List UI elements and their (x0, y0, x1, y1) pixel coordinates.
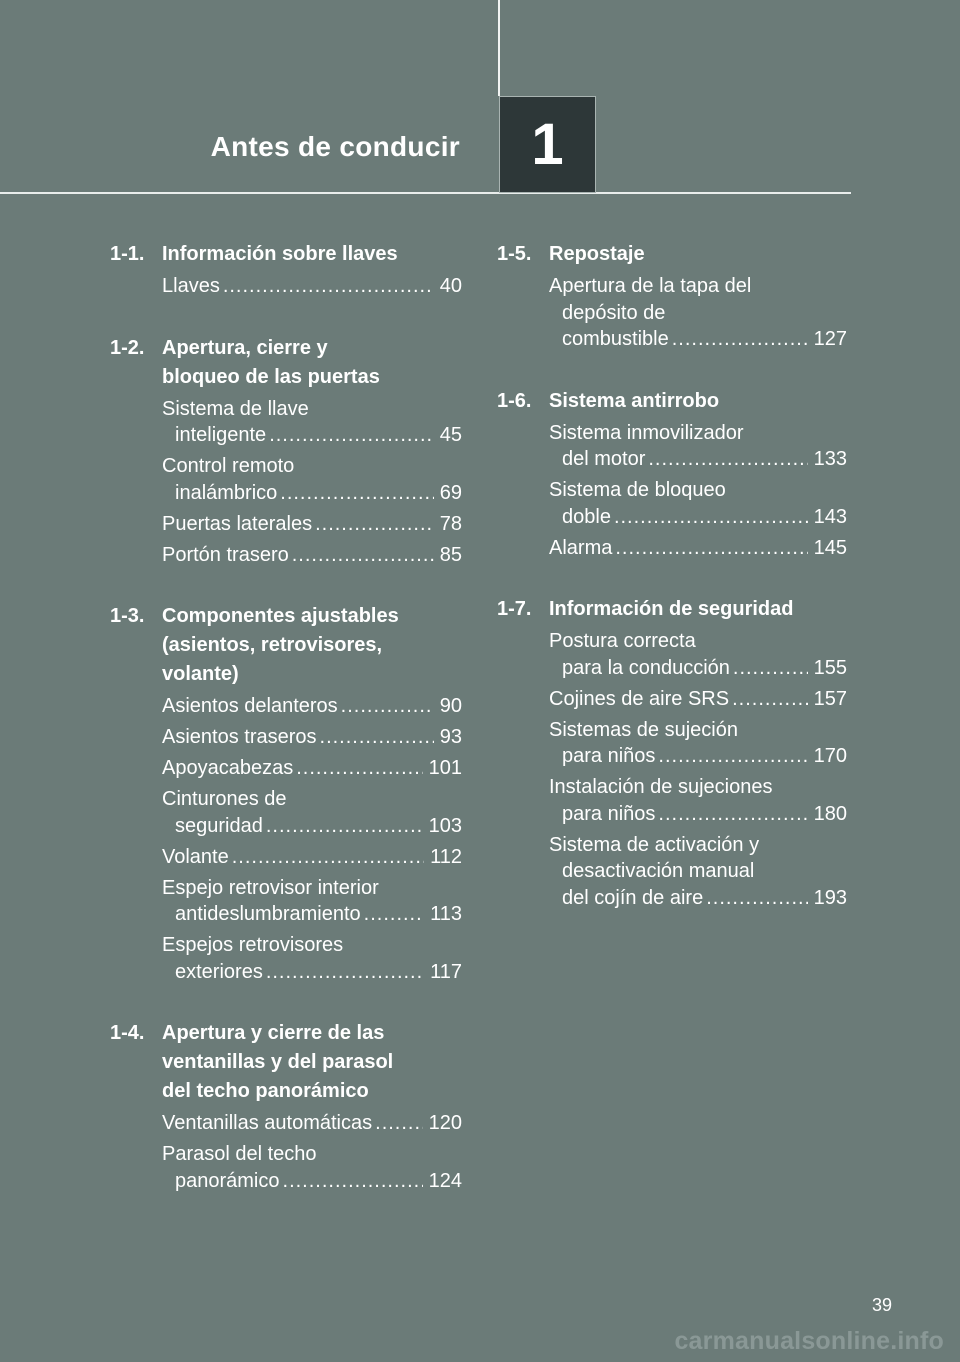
dot-leader (232, 844, 424, 871)
entry-line (549, 774, 847, 801)
entry-line (549, 420, 847, 447)
entry-line (162, 844, 462, 871)
entry-line (162, 755, 462, 782)
entry-list (497, 628, 847, 911)
entry-text: Sistemas de sujeción (549, 718, 738, 741)
entry-text: desactivación manual (562, 860, 755, 882)
toc-entry-link[interactable] (162, 1141, 462, 1194)
toc-entry-link[interactable] (549, 535, 847, 562)
section-title-line: Sistema antirrobo (549, 389, 720, 412)
entry-page-number: 69 (439, 481, 462, 504)
header-vertical-rule (498, 0, 500, 96)
section-title-line: bloqueo de las puertas (162, 365, 380, 388)
dot-leader (266, 813, 423, 840)
entry-text: Asientos delanteros (162, 695, 338, 717)
toc-entry-link[interactable] (162, 875, 462, 928)
entry-line (549, 885, 847, 912)
entry-line (162, 480, 462, 507)
entry-text: depósito de (562, 301, 666, 324)
section-title-line: Información sobre llaves (162, 243, 398, 265)
dot-leader (375, 1110, 422, 1137)
entry-line (162, 932, 462, 959)
entry-text: Sistema inmovilizador (549, 421, 744, 444)
toc-entry-link[interactable] (549, 832, 847, 912)
dot-leader (280, 480, 433, 507)
section-heading (497, 387, 847, 416)
entry-text: Apertura de la tapa del (549, 275, 752, 297)
dot-leader (732, 686, 808, 713)
entry-list (110, 273, 462, 300)
entry-page-number: 101 (428, 757, 462, 779)
entry-page-number: 78 (439, 512, 462, 535)
entry-page-number: 112 (430, 845, 462, 868)
entry-page-number: 103 (428, 814, 462, 837)
entry-page-number: 157 (813, 687, 847, 710)
dot-leader (706, 885, 807, 912)
dot-leader (266, 959, 424, 986)
entry-text: Postura correcta (549, 630, 696, 652)
entry-page-number: 45 (439, 424, 462, 446)
toc-section (110, 240, 462, 300)
entry-text: exteriores (175, 960, 263, 983)
entry-text: seguridad (175, 814, 263, 837)
entry-line (162, 542, 462, 569)
dot-leader (296, 755, 422, 782)
toc-entry-link[interactable] (162, 453, 462, 506)
section-title-line: ventanillas y del parasol (162, 1051, 394, 1073)
toc-entry-link[interactable] (162, 542, 462, 569)
section-heading (110, 1019, 462, 1106)
entry-text: inalámbrico (175, 481, 278, 504)
dot-leader (292, 542, 434, 569)
section-number: 1-2. (110, 336, 145, 359)
entry-line (162, 1141, 462, 1168)
toc-section (110, 1019, 462, 1194)
section-title-line: Apertura, cierre y (162, 336, 328, 359)
entry-text: Espejo retrovisor interior (162, 876, 379, 899)
entry-line (549, 326, 847, 353)
entry-line (162, 396, 462, 423)
section-title-line: volante) (162, 663, 239, 685)
entry-line (549, 858, 847, 885)
section-number: 1-1. (110, 243, 145, 265)
entry-line (549, 832, 847, 859)
entry-line (162, 1168, 462, 1195)
section-title (162, 240, 462, 269)
entry-line (162, 813, 462, 840)
dot-leader (223, 273, 434, 300)
section-title-line: del techo panorámico (162, 1080, 369, 1102)
toc-entry-link[interactable] (162, 786, 462, 839)
toc-section (110, 334, 462, 569)
section-heading (110, 240, 462, 269)
entry-list (110, 693, 462, 985)
toc-column-left (110, 240, 462, 1228)
entry-line (162, 273, 462, 300)
section-heading (497, 595, 847, 624)
toc-entry-link[interactable] (162, 755, 462, 782)
entry-line (162, 875, 462, 902)
chapter-number-badge (499, 96, 596, 193)
entry-line (549, 801, 847, 828)
entry-text: para la conducción (562, 656, 730, 679)
toc-entry-link[interactable] (162, 724, 462, 751)
entry-page-number: 40 (439, 275, 462, 297)
entry-page-number: 155 (813, 656, 847, 679)
entry-page-number: 113 (430, 903, 462, 925)
entry-text: Llaves (162, 275, 220, 297)
entry-page-number: 90 (439, 695, 462, 717)
entry-page-number: 85 (439, 543, 462, 566)
entry-text: doble (562, 505, 611, 528)
entry-list (110, 1110, 462, 1194)
entry-page-number: 193 (813, 886, 847, 909)
section-title-line: Repostaje (549, 243, 645, 265)
dot-leader (364, 901, 424, 928)
entry-text: Asientos traseros (162, 726, 317, 748)
toc-entry-link[interactable] (549, 628, 847, 681)
dot-leader (315, 511, 434, 538)
entry-line (549, 686, 847, 713)
entry-line (549, 477, 847, 504)
section-title (549, 595, 847, 624)
dot-leader (341, 693, 434, 720)
entry-page-number: 133 (813, 448, 847, 470)
entry-line (162, 422, 462, 449)
section-number: 1-5. (497, 243, 532, 265)
section-number: 1-3. (110, 605, 145, 627)
entry-line (549, 446, 847, 473)
section-title (162, 334, 462, 392)
toc-entry-link[interactable] (162, 511, 462, 538)
entry-text: del motor (562, 448, 646, 470)
entry-line (549, 535, 847, 562)
entry-text: Espejos retrovisores (162, 934, 344, 956)
section-title-line: Componentes ajustables (162, 605, 399, 627)
entry-line (549, 743, 847, 770)
dot-leader (658, 743, 807, 770)
dot-leader (733, 655, 808, 682)
toc-entry-link[interactable] (162, 693, 462, 720)
entry-list (110, 396, 462, 569)
dot-leader (269, 422, 434, 449)
section-title-line: (asientos, retrovisores, (162, 634, 383, 656)
entry-text: Sistema de llave (162, 397, 309, 420)
entry-line (549, 717, 847, 744)
entry-text: Parasol del techo (162, 1143, 317, 1165)
toc-entry-link[interactable] (549, 717, 847, 770)
toc-entry-link[interactable] (549, 477, 847, 530)
toc-entry-link[interactable] (162, 1110, 462, 1137)
entry-text: Alarma (549, 536, 613, 559)
entry-text: Sistema de bloqueo (549, 479, 726, 501)
section-title-line: Información de seguridad (549, 598, 794, 620)
section-number: 1-7. (497, 598, 532, 620)
toc-entry-link[interactable] (162, 273, 462, 300)
dot-leader (614, 504, 808, 531)
entry-text: Volante (162, 845, 229, 868)
toc-column-right (497, 240, 847, 945)
entry-page-number: 124 (428, 1169, 462, 1192)
entry-text: Cinturones de (162, 788, 287, 810)
header-horizontal-rule (0, 192, 851, 194)
section-title (162, 602, 462, 689)
entry-text: antideslumbramiento (175, 903, 361, 925)
entry-text: para niños (562, 802, 656, 825)
section-title (549, 387, 847, 416)
dot-leader (648, 446, 807, 473)
entry-line (549, 273, 847, 300)
entry-line (162, 1110, 462, 1137)
section-heading (497, 240, 847, 269)
dot-leader (658, 801, 807, 828)
toc-section (497, 387, 847, 562)
dot-leader (615, 535, 807, 562)
entry-page-number: 120 (428, 1112, 462, 1134)
entry-line (162, 724, 462, 751)
entry-page-number: 143 (813, 505, 847, 528)
entry-text: panorámico (175, 1169, 280, 1192)
entry-list (497, 273, 847, 353)
entry-text: Apoyacabezas (162, 757, 294, 779)
toc-entry-link[interactable] (549, 273, 847, 353)
entry-text: Instalación de sujeciones (549, 776, 773, 798)
entry-text: Ventanillas automáticas (162, 1112, 373, 1134)
entry-text: Control remoto (162, 455, 295, 477)
entry-text: del cojín de aire (562, 886, 704, 909)
watermark: carmanualsonline.info (674, 1327, 944, 1355)
section-title-line: Apertura y cierre de las (162, 1022, 385, 1044)
section-title (162, 1019, 462, 1106)
entry-line (549, 300, 847, 327)
entry-line (162, 693, 462, 720)
page-number: 39 (872, 1295, 893, 1315)
entry-text: inteligente (175, 424, 267, 446)
toc-entry-link[interactable] (549, 420, 847, 473)
toc-entry-link[interactable] (162, 396, 462, 449)
toc-section (497, 595, 847, 911)
dot-leader (320, 724, 434, 751)
entry-text: Puertas laterales (162, 512, 313, 535)
section-number: 1-4. (110, 1022, 145, 1044)
section-title (549, 240, 847, 269)
chapter-number: 1 (531, 112, 564, 177)
entry-page-number: 117 (430, 960, 462, 983)
entry-line (162, 453, 462, 480)
section-heading (110, 334, 462, 392)
toc-entry-link[interactable] (549, 774, 847, 827)
toc-entry-link[interactable] (162, 932, 462, 985)
entry-line (162, 959, 462, 986)
entry-line (549, 628, 847, 655)
entry-line (162, 511, 462, 538)
entry-text: Cojines de aire SRS (549, 687, 730, 710)
entry-page-number: 145 (813, 536, 847, 559)
entry-page-number: 93 (439, 726, 462, 748)
entry-line (549, 655, 847, 682)
entry-page-number: 170 (813, 745, 847, 767)
entry-page-number: 127 (813, 328, 847, 350)
entry-line (162, 901, 462, 928)
dot-leader (283, 1168, 423, 1195)
toc-section (110, 602, 462, 985)
toc-entry-link[interactable] (549, 686, 847, 713)
entry-line (549, 504, 847, 531)
entry-page-number: 180 (813, 802, 847, 825)
toc-entry-link[interactable] (162, 844, 462, 871)
entry-text: Sistema de activación y (549, 833, 760, 856)
chapter-title: Antes de conducir (210, 131, 460, 162)
toc-section (497, 240, 847, 353)
entry-line (162, 786, 462, 813)
dot-leader (672, 326, 808, 353)
section-number: 1-6. (497, 389, 532, 412)
section-heading (110, 602, 462, 689)
entry-text: para niños (562, 745, 656, 767)
entry-list (497, 420, 847, 562)
entry-text: combustible (562, 328, 669, 350)
entry-text: Portón trasero (162, 543, 289, 566)
